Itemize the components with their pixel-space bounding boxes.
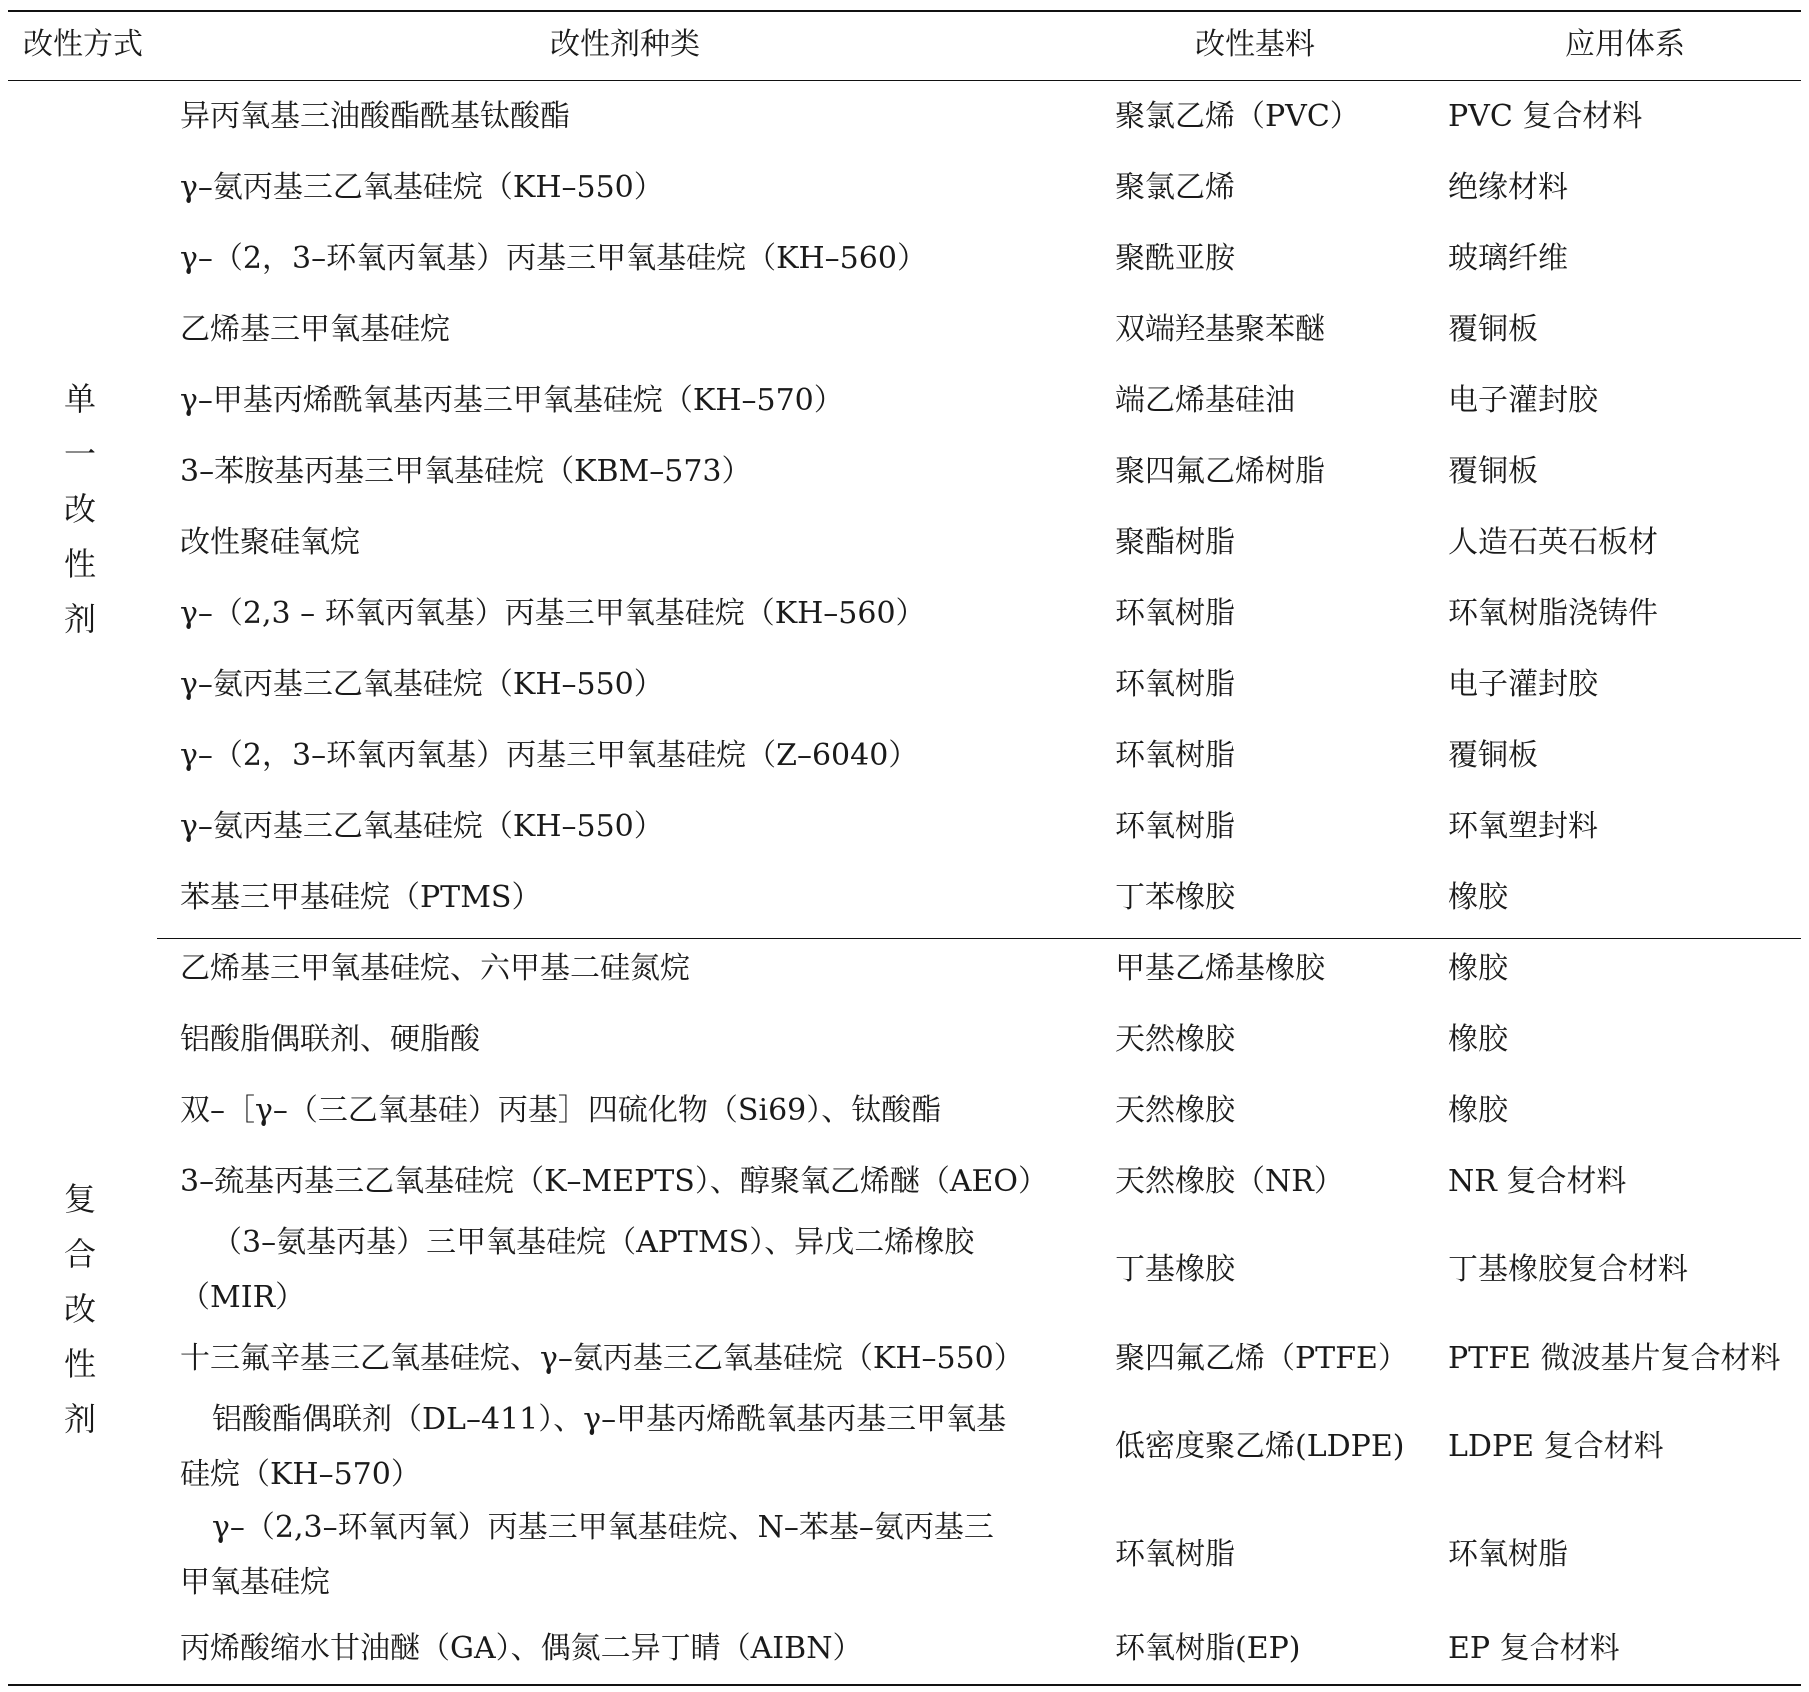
base-cell: 端乙烯基硅油 <box>1115 383 1295 418</box>
base-cell: 丁基橡胶 <box>1115 1252 1235 1287</box>
base-cell: 天然橡胶 <box>1115 1093 1235 1128</box>
header-base-material: 改性基料 <box>1195 27 1315 62</box>
agent-cell: 十三氟辛基三乙氧基硅烷、γ–氨丙基三乙氧基硅烷（KH–550） <box>180 1341 1024 1376</box>
agent-cell: 乙烯基三甲氧基硅烷、六甲基二硅氮烷 <box>180 951 690 986</box>
agent-cell: γ–（2,3 – 环氧丙氧基）丙基三甲氧基硅烷（KH–560） <box>180 596 926 631</box>
application-cell: 电子灌封胶 <box>1448 667 1598 702</box>
agent-cell: γ–甲基丙烯酰氧基丙基三甲氧基硅烷（KH–570） <box>180 383 844 418</box>
application-cell: 绝缘材料 <box>1448 170 1568 205</box>
base-cell: 聚四氟乙烯树脂 <box>1115 454 1325 489</box>
agent-cell: 异丙氧基三油酸酯酰基钛酸酯 <box>180 99 570 134</box>
application-cell: 环氧塑封料 <box>1448 809 1598 844</box>
application-cell: PVC 复合材料 <box>1448 99 1643 134</box>
agent-cell-line1: （3–氨基丙基）三甲氧基硅烷（APTMS）、异戊二烯橡胶 <box>212 1225 975 1260</box>
agent-cell: 铝酸脂偶联剂、硬脂酸 <box>180 1022 480 1057</box>
base-cell: 环氧树脂 <box>1115 809 1235 844</box>
base-cell: 甲基乙烯基橡胶 <box>1115 951 1325 986</box>
application-cell: 丁基橡胶复合材料 <box>1448 1252 1688 1287</box>
group-divider-rule <box>157 938 1801 939</box>
application-cell: 电子灌封胶 <box>1448 383 1598 418</box>
application-cell: 环氧树脂浇铸件 <box>1448 596 1658 631</box>
application-cell: 橡胶 <box>1448 1093 1508 1128</box>
base-cell: 聚氯乙烯 <box>1115 170 1235 205</box>
base-cell: 环氧树脂 <box>1115 596 1235 631</box>
agent-cell: γ–（2，3–环氧丙氧基）丙基三甲氧基硅烷（KH–560） <box>180 241 927 276</box>
application-cell: 覆铜板 <box>1448 312 1538 347</box>
base-cell: 环氧树脂 <box>1115 1537 1235 1572</box>
group-label-composite: 复 合 改 性 剂 <box>63 1180 96 1438</box>
agent-cell: γ–氨丙基三乙氧基硅烷（KH–550） <box>180 809 664 844</box>
base-cell: 环氧树脂(EP) <box>1115 1631 1301 1666</box>
agent-cell-line1: 铝酸酯偶联剂（DL–411）、γ–甲基丙烯酰氧基丙基三甲氧基 <box>212 1402 1007 1437</box>
application-cell: PTFE 微波基片复合材料 <box>1448 1341 1781 1376</box>
agent-cell-line2: 硅烷（KH–570） <box>180 1457 421 1492</box>
application-cell: 橡胶 <box>1448 951 1508 986</box>
base-cell: 天然橡胶（NR） <box>1115 1164 1344 1199</box>
header-method: 改性方式 <box>23 27 143 62</box>
application-cell: 覆铜板 <box>1448 738 1538 773</box>
application-cell: 玻璃纤维 <box>1448 241 1568 276</box>
application-cell: 环氧树脂 <box>1448 1537 1568 1572</box>
application-cell: 橡胶 <box>1448 880 1508 915</box>
agent-cell-line2: 甲氧基硅烷 <box>180 1565 330 1600</box>
base-cell: 低密度聚乙烯(LDPE) <box>1115 1429 1405 1464</box>
base-cell: 丁苯橡胶 <box>1115 880 1235 915</box>
agent-cell: 双–［γ–（三乙氧基硅）丙基］四硫化物（Si69）、钛酸酯 <box>180 1093 942 1128</box>
agent-cell: γ–（2，3–环氧丙氧基）丙基三甲氧基硅烷（Z–6040） <box>180 738 919 773</box>
base-cell: 双端羟基聚苯醚 <box>1115 312 1325 347</box>
agent-cell: 乙烯基三甲氧基硅烷 <box>180 312 450 347</box>
base-cell: 天然橡胶 <box>1115 1022 1235 1057</box>
application-cell: 覆铜板 <box>1448 454 1538 489</box>
application-cell: LDPE 复合材料 <box>1448 1429 1664 1464</box>
group-label-single: 单 一 改 性 剂 <box>63 380 96 638</box>
base-cell: 聚氯乙烯（PVC） <box>1115 99 1360 134</box>
base-cell: 聚四氟乙烯（PTFE） <box>1115 1341 1408 1376</box>
header-rule <box>8 80 1801 81</box>
application-cell: EP 复合材料 <box>1448 1631 1620 1666</box>
top-rule <box>8 10 1801 12</box>
base-cell: 聚酰亚胺 <box>1115 241 1235 276</box>
base-cell: 聚酯树脂 <box>1115 525 1235 560</box>
agent-cell: 3–苯胺基丙基三甲氧基硅烷（KBM–573） <box>180 454 752 489</box>
agent-cell: 改性聚硅氧烷 <box>180 525 360 560</box>
agent-cell-line2: （MIR） <box>180 1280 306 1315</box>
application-cell: NR 复合材料 <box>1448 1164 1627 1199</box>
header-agent-type: 改性剂种类 <box>550 27 700 62</box>
agent-cell-line1: γ–（2,3–环氧丙氧）丙基三甲氧基硅烷、N–苯基–氨丙基三 <box>212 1510 994 1545</box>
bottom-rule <box>8 1684 1801 1686</box>
agent-cell: γ–氨丙基三乙氧基硅烷（KH–550） <box>180 667 664 702</box>
agent-cell: 苯基三甲基硅烷（PTMS） <box>180 880 542 915</box>
agent-cell: γ–氨丙基三乙氧基硅烷（KH–550） <box>180 170 664 205</box>
base-cell: 环氧树脂 <box>1115 667 1235 702</box>
header-application: 应用体系 <box>1565 27 1685 62</box>
agent-cell: 丙烯酸缩水甘油醚（GA）、偶氮二异丁睛（AIBN） <box>180 1631 863 1666</box>
agent-cell: 3–巯基丙基三乙氧基硅烷（K–MEPTS）、醇聚氧乙烯醚（AEO） <box>180 1164 1049 1199</box>
application-cell: 橡胶 <box>1448 1022 1508 1057</box>
base-cell: 环氧树脂 <box>1115 738 1235 773</box>
application-cell: 人造石英石板材 <box>1448 525 1658 560</box>
